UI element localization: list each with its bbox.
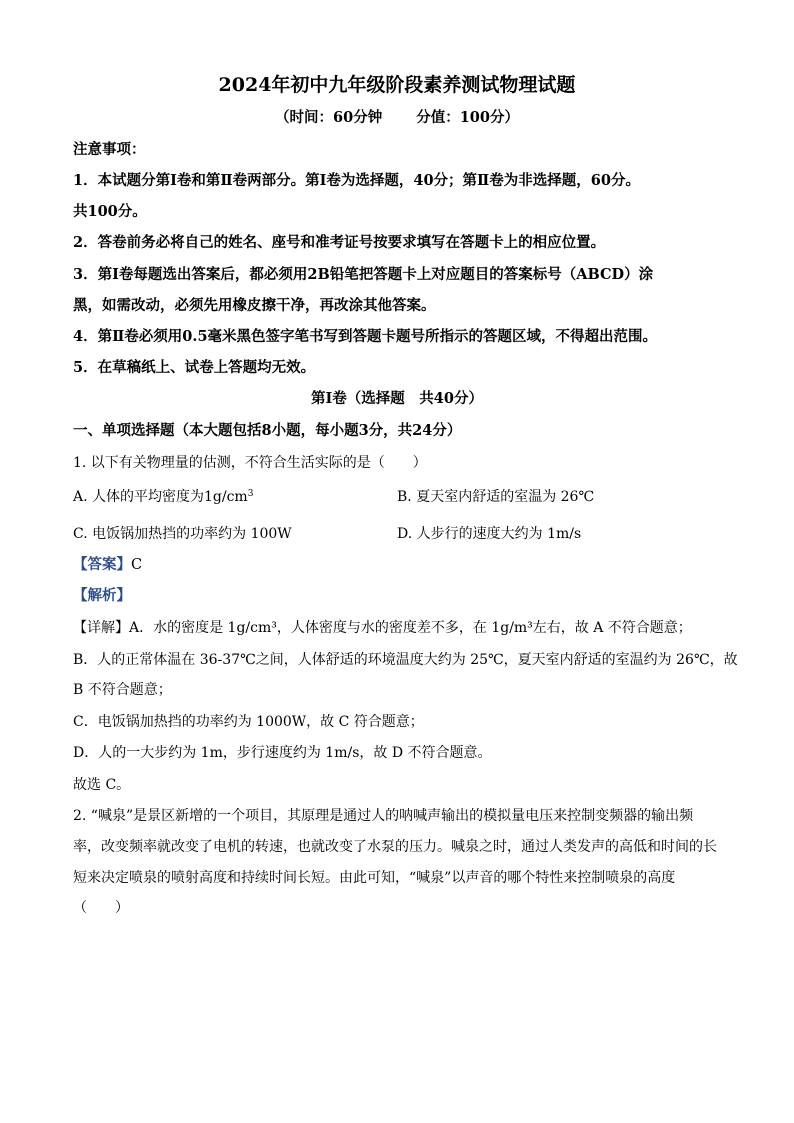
note-item-2: 2．答卷前务必将自己的姓名、座号和准考证号按要求填写在答题卡上的相应位置。 bbox=[73, 234, 606, 251]
q1-detail-c: C．电饭锅加热挡的功率约为 1000W，故 C 符合题意； bbox=[73, 714, 424, 730]
q2-stem-line-3: 短来决定喷泉的喷射高度和持续时间长短。由此可知，“喊泉”以声音的哪个特性来控制喷泉的高度 bbox=[73, 870, 676, 886]
part-heading: 一、单项选择题（本大题包括8小题，每小题3分，共24分） bbox=[73, 422, 462, 439]
q2-stem-line-1: 2. “喊泉”是景区新增的一个项目，其原理是通过人的呐喊声输出的模拟量电压来控制变频器的输出频 bbox=[73, 808, 694, 824]
note-item-4: 4．第Ⅱ卷必须用0.5毫米黑色签字笔书写到答题卡题号所指示的答题区域，不得超出范围。 bbox=[73, 328, 658, 345]
note-item-1-cont: 共100分。 bbox=[73, 203, 147, 220]
q1-stem: 1. 以下有关物理量的估测，不符合生活实际的是（ ） bbox=[73, 455, 427, 471]
q1-option-c: C. 电饭锅加热挡的功率约为 100W bbox=[73, 526, 292, 542]
q1-detail-a: 【详解】A．水的密度是 1g/cm³，人体密度与水的密度差不多，在 1g/m³左右，故 A 不符合题意； bbox=[73, 620, 692, 636]
note-item-5: 5．在草稿纸上、试卷上答题均无效。 bbox=[73, 359, 316, 376]
q1-answer: 【答案】C bbox=[73, 556, 143, 573]
note-item-1: 1．本试题分第Ⅰ卷和第Ⅱ卷两部分。第Ⅰ卷为选择题，40分；第Ⅱ卷为非选择题，60分。 bbox=[73, 172, 640, 189]
q1-option-d: D. 人步行的速度大约为 1m/s bbox=[397, 526, 582, 542]
q2-stem-line-2: 率，改变频率就改变了电机的转速，也就改变了水泵的压力。喊泉之时，通过人类发声的高低和时间的长 bbox=[73, 839, 717, 855]
q1-conclusion: 故选 C。 bbox=[73, 777, 131, 793]
note-item-3-cont: 黑，如需改动，必须先用橡皮擦干净，再改涂其他答案。 bbox=[73, 297, 436, 314]
q1-detail-b: B．人的正常体温在 36-37℃之间，人体舒适的环境温度大约为 25℃，夏天室内舒适的室温约为 26℃，故 bbox=[73, 652, 738, 668]
q1-option-b: B. 夏天室内舒适的室温为 26℃ bbox=[397, 489, 595, 505]
exam-title: 2024年初中九年级阶段素养测试物理试题 bbox=[218, 74, 576, 96]
exam-score: 分值：100分） bbox=[416, 109, 519, 126]
q1-detail-d: D．人的一大步约为 1m，步行速度约为 1m/s，故 D 不符合题意。 bbox=[73, 745, 492, 761]
notes-heading: 注意事项： bbox=[73, 141, 146, 158]
q1-analysis-tag: 【解析】 bbox=[73, 587, 131, 604]
section-heading: 第Ⅰ卷（选择题 共40分） bbox=[311, 390, 483, 407]
exam-subtitle bbox=[0, 108, 794, 128]
q1-detail-b-cont: B 不符合题意； bbox=[73, 682, 172, 698]
q1-option-a: A. 人体的平均密度为$1g/cm^3$ bbox=[73, 489, 254, 505]
exam-time: （时间：60分钟 bbox=[275, 109, 383, 126]
q2-stem-line-4: （ ） bbox=[73, 900, 129, 916]
note-item-3: 3．第Ⅰ卷每题选出答案后，都必须用2B铅笔把答题卡上对应题目的答案标号（ABCD）涂 bbox=[73, 266, 654, 283]
